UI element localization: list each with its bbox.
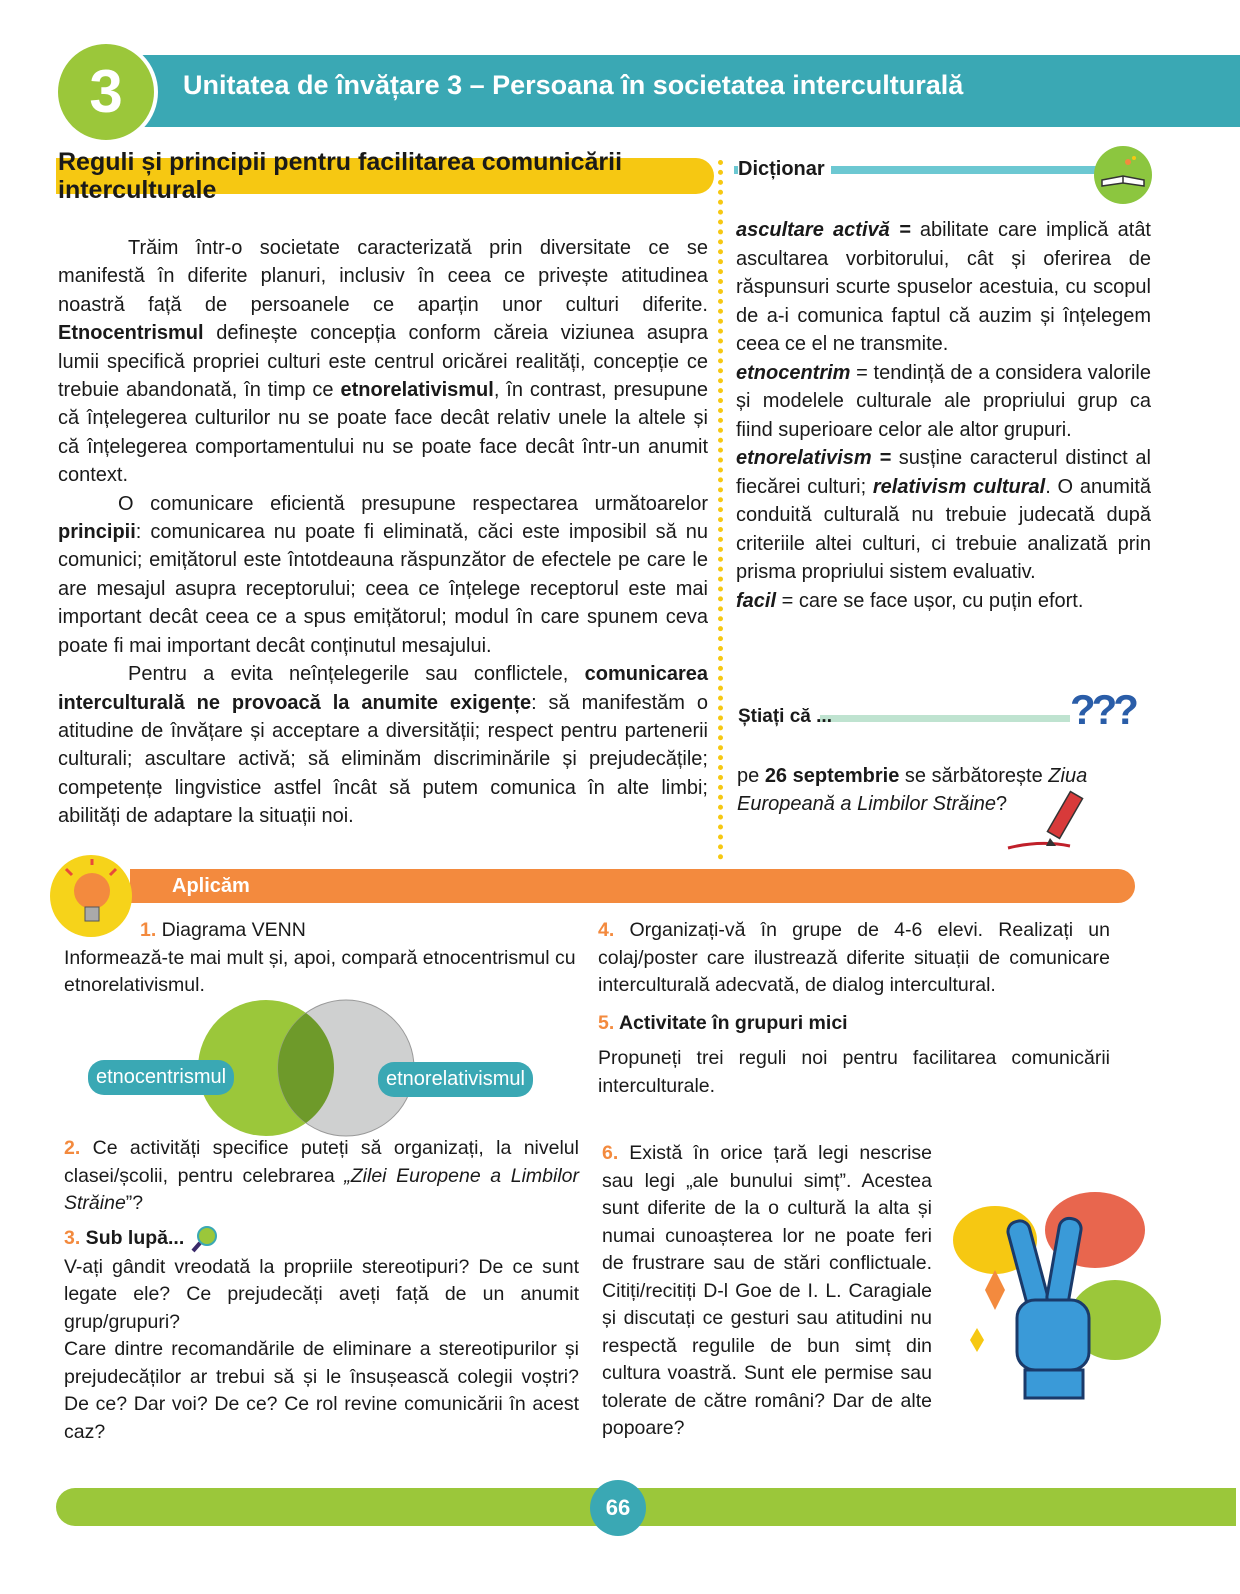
tasks-2-3: [64, 1135, 579, 1446]
p2-text-2: : comunicarea nu poate fi eliminată, căci este imposibil să nu comunici; emițătorul este întotdeauna răspunzător de efectele pe care le are mesajul asupra receptorului; ceea ce înțelege receptorul este mai important decât ceea ce a spus emițătorul; modul în care spunem ceva poate fi mai important decât conținutul mesajului.: [58, 521, 708, 657]
task-5-heading: [598, 1010, 1110, 1038]
unit-number-badge: 3: [54, 40, 158, 144]
task-5-text: Propuneți trei reguli noi pentru facilitarea comunicării interculturale.: [598, 1047, 1110, 1097]
dyk-event: Ziua Europeană a Limbilor Străine: [737, 765, 1088, 815]
dict-def: = tendință de a considera valorile și modelele culturale ale propriului grup ca fiind superioare celor ale altor grupuri.: [736, 361, 1151, 441]
task-2: [64, 1135, 579, 1218]
dict-term: etnorelativism =: [736, 447, 892, 469]
book-icon: [1094, 146, 1152, 204]
task-1: [64, 917, 579, 1000]
main-text: [58, 234, 708, 831]
section-title: Reguli și principii pentru facilitarea comunicării interculturale: [58, 148, 623, 204]
dict-entry-1: [736, 216, 1151, 359]
term-etnorelativismul: etnorelativismul: [340, 379, 494, 402]
task-text: Există în orice țară legi nescrise sau legi „ale bunului simț”. Acestea sunt diferite de la o cultură la alta și numai cunoașterea lor ne poate feri de frustrare sau de stări conflictuale. Citiți/recitiți D-l Goe de I. L. Caragiale și discutați ce gesturi sau atitudini nu respectă regulile de bun simț din cultura voastră. Sunt ele permise sau tolerate de către români? Dar de alte popoare?: [602, 1142, 932, 1439]
task-title: Sub lupă...: [80, 1226, 185, 1249]
p1-text-2: definește concepția conform căreia viziunea asupra lumii specifică propriei culturi este centrul oricărei realități, concepție ce trebuie abandonată, în timp ce: [58, 322, 708, 402]
column-divider: [718, 160, 723, 860]
task-text-italic: „Zilei Europene a Limbilor Străine: [64, 1164, 579, 1214]
task-1-heading: [64, 917, 579, 945]
dyk-text: ?: [996, 793, 1008, 815]
task-3-text-2: Care dintre recomandările de eliminare a stereotipurilor și prejudecăților ar trebui să și le însușească colegii voștri? De ce? Dar voi? De ce? Ce rol revine comunicării în acest caz?: [64, 1338, 579, 1443]
dict-term: etnocentrim: [736, 361, 851, 384]
task-title: Activitate în grupuri mici: [614, 1011, 848, 1034]
p3-text-2: : să manifestăm o atitudine de învățare și acceptare a diversității; respect pentru partenerii culturali; ascultare activă; să eliminăm discriminările și prejudecățile; competențe lingvistice astfel încât să putem comunica în alte limbi; abilități de adaptare la situații noi.: [58, 691, 709, 828]
task-3-heading: [64, 1224, 579, 1254]
term-exigente: comunicarea interculturală ne provoacă la anumite exigențe: [58, 663, 708, 714]
task-4: [598, 917, 1110, 1000]
task-number: 3.: [64, 1226, 81, 1249]
dict-def: abilitate care implică atât ascultarea vorbitorului, cât și oferirea de răspunsuri scurte spuselor acestuia, cu scopul de a-i comunica faptul că auzim și înțelegem ceea ce el ne transmite.: [736, 219, 1151, 355]
dictionary-text: [736, 216, 1151, 615]
dyk-text: se sărbătorește: [899, 765, 1049, 787]
task-number: 6.: [602, 1142, 619, 1164]
dyk-text: pe: [737, 765, 765, 787]
p3-text: Pentru a evita neînțelegerile sau conflictele,: [128, 663, 585, 686]
paragraph-3: [58, 660, 708, 830]
victory-hand-illustration: [945, 1190, 1165, 1415]
pencil-icon: [1000, 786, 1100, 861]
paragraph-1: [58, 234, 708, 490]
dict-term: relativism cultural: [872, 475, 1046, 498]
task-number: 1.: [140, 919, 157, 941]
task-text: Ce activități specifice puteți să organizați, la nivelul clasei/școlii, pentru celebrarea: [64, 1137, 579, 1187]
task-number: 5.: [598, 1011, 615, 1034]
apply-bar: [130, 869, 1135, 903]
dict-term: facil: [736, 589, 777, 612]
footer-bar: [56, 1488, 1236, 1526]
question-marks-icon: ???: [1070, 686, 1135, 733]
venn-label-right: etnorelativismul: [378, 1062, 533, 1097]
paragraph-2: [58, 490, 708, 660]
task-number: 2.: [64, 1137, 81, 1159]
term-principii: principii: [58, 521, 136, 544]
p1-text-3: , în contrast, presupune că înțelegerea culturilor nu se poate face decât relativ unele la altele și că înțelegerea comportamentului nu se poate face decât într-un anumit context.: [58, 379, 708, 487]
task-6: [602, 1140, 932, 1443]
dict-def: susține caracterul distinct al fiecărei culturi;: [736, 447, 1151, 498]
p2-text: O comunicare eficientă presupune respectarea următoarelor: [118, 492, 708, 515]
task-text: Organizați-vă în grupe de 4-6 elevi. Realizați un colaj/poster care ilustrează diferite situații de comunicare interculturală adecvată, de dialog intercultural.: [598, 919, 1110, 996]
dict-def: = care se face ușor, cu puțin efort.: [776, 589, 1084, 612]
task-1-text: Informează-te mai mult și, apoi, compară etnocentrismul cu etnorelativismul.: [64, 946, 576, 996]
dictionary-title: Dicționar: [738, 158, 831, 181]
term-etnocentrismul: Etnocentrismul: [58, 322, 204, 345]
task-6-text: [602, 1140, 932, 1443]
task-text: ”?: [125, 1192, 144, 1214]
task-number: 4.: [598, 919, 615, 941]
p1-text: Trăim într-o societate caracterizată prin diversitate ce se manifestă în diferite planuri, inclusiv în ceea ce privește atitudinea noastră față de persoanele ce aparțin unor culturi diferite.: [58, 237, 708, 316]
did-you-know-title: Știați că ...: [738, 706, 832, 727]
know-bar: [820, 715, 1070, 722]
task-title: Diagrama VENN: [156, 919, 306, 941]
page-number: 66: [590, 1480, 646, 1536]
dict-entry-3: [736, 444, 1151, 587]
venn-label-left: etnocentrismul: [88, 1060, 234, 1095]
dict-def: . O anumită conduită culturală nu trebuie judecată după criteriile altei culturi, ci trebuie analizată prin prisma propriului sistem evaluativ.: [736, 475, 1151, 583]
unit-title: Unitatea de învățare 3 – Persoana în societatea interculturală: [183, 70, 964, 100]
task-3-text-1: V-ați gândit vreodată la propriile stereotipuri? De ce sunt legate ele? Ce prejudecăți aveți față de un anumit grup/grupuri?: [64, 1255, 579, 1333]
dict-term: ascultare activă =: [736, 219, 911, 241]
tasks-4-5: [598, 917, 1110, 1100]
dict-entry-4: [736, 587, 1151, 616]
magnifier-icon: [190, 1224, 220, 1254]
dict-entry-2: [736, 359, 1151, 445]
dyk-date: 26 septembrie: [764, 765, 900, 787]
apply-title: Aplicăm: [172, 875, 250, 897]
